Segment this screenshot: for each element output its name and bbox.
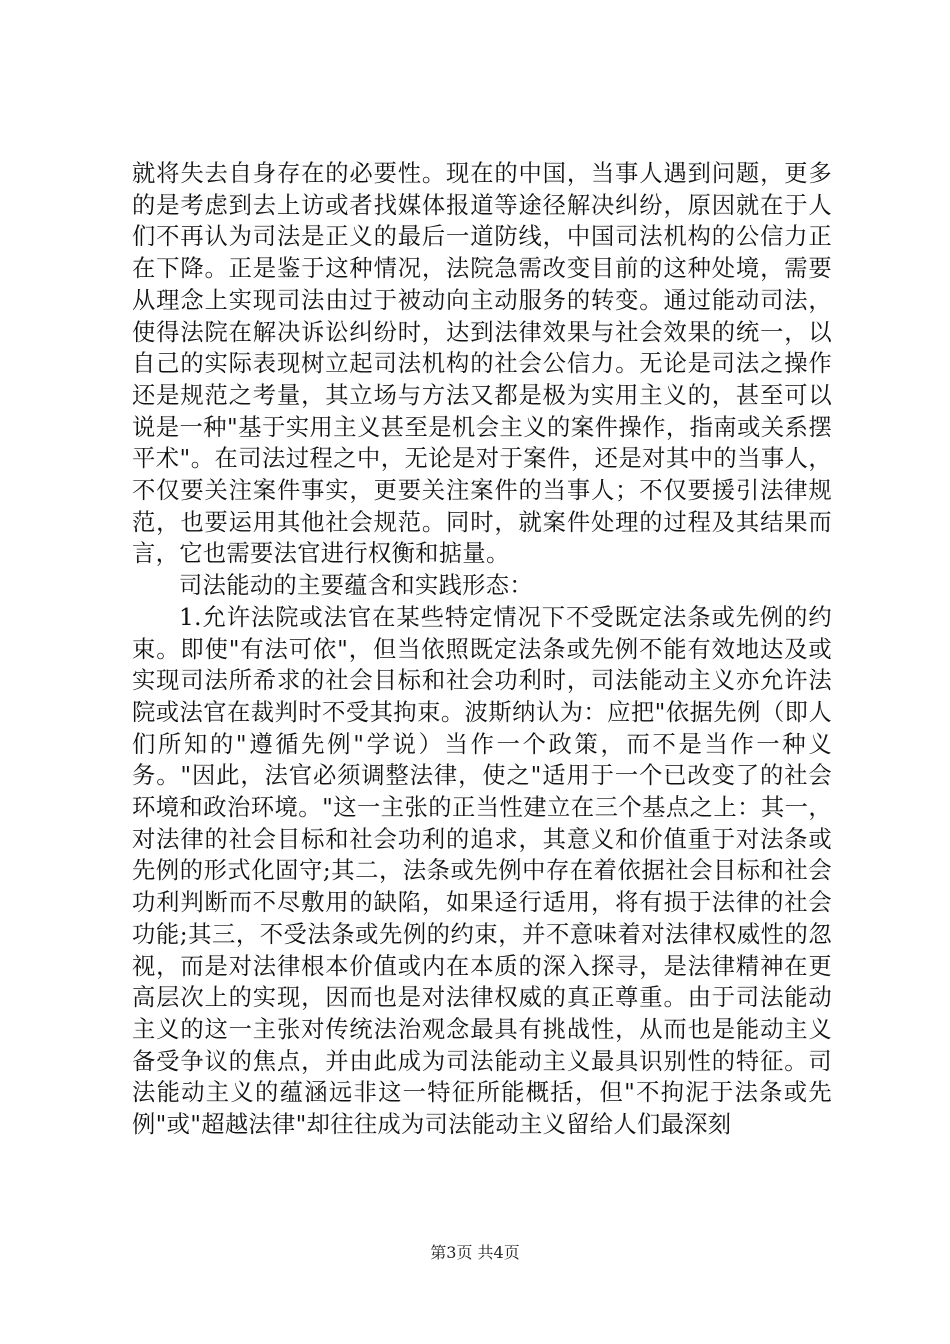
paragraph-section-heading: 司法能动的主要蕴含和实践形态： xyxy=(179,572,533,600)
document-body xyxy=(132,158,832,1141)
paragraph-point-1: 1.允许法院或法官在某些特定情况下不受既定法条或先例的约束。即使"有法可依"，但当依照既定法条或先例不能有效地达及或实现司法所希求的社会目标和社会功利时，司法能动主义亦允许法院或法官在裁判时不受其拘束。波斯纳认为：应把"依据先例（即人们所知的"遵循先例"学说）当作一个政策，而不是当作一种义务。"因此，法官必须调整法律，使之"适用于一个已改变了的社会环境和政治环境。"这一主张的正当性建立在三个基点之上：其一，对法律的社会目标和社会功利的追求，其意义和价值重于对法条或先例的形式化固守;其二，法条或先例中存在着依据社会目标和社会功利判断而不尽敷用的缺陷，如果迳行适用，将有损于法律的社会功能;其三，不受法条或先例的约束，并不意味着对法律权威性的忽视，而是对法律根本价值或内在本质的深入探寻，是法律精神在更高层次上的实现，因而也是对法律权威的真正尊重。由于司法能动主义的这一主张对传统法治观念最具有挑战性，从而也是能动主义备受争议的焦点，并由此成为司法能动主义最具识别性的特征。司法能动主义的蕴涵远非这一特征所能概括，但"不拘泥于法条或先例"或"超越法律"却往往成为司法能动主义留给人们最深刻 xyxy=(132,603,832,1139)
paragraph-continuation: 就将失去自身存在的必要性。现在的中国，当事人遇到问题，更多的是考虑到去上访或者找媒体报道等途径解决纠纷，原因就在于人们不再认为司法是正义的最后一道防线，中国司法机构的公信力正在下降。正是鉴于这种情况，法院急需改变目前的这种处境，需要从理念上实现司法由过于被动向主动服务的转变。通过能动司法，使得法院在解决诉讼纠纷时，达到法律效果与社会效果的统一，以自己的实际表现树立起司法机构的社会公信力。无论是司法之操作还是规范之考量，其立场与方法又都是极为实用主义的，甚至可以说是一种"基于实用主义甚至是机会主义的案件操作，指南或关系摆平术"。在司法过程之中，无论是对于案件，还是对其中的当事人，不仅要关注案件事实，更要关注案件的当事人；不仅要援引法律规范，也要运用其他社会规范。同时，就案件处理的过程及其结果而言，它也需要法官进行权衡和掂量。 xyxy=(132,160,832,568)
page-footer xyxy=(0,1242,950,1264)
page-total: 共4页 xyxy=(477,1243,520,1262)
page-number: 第3页 xyxy=(430,1243,473,1262)
